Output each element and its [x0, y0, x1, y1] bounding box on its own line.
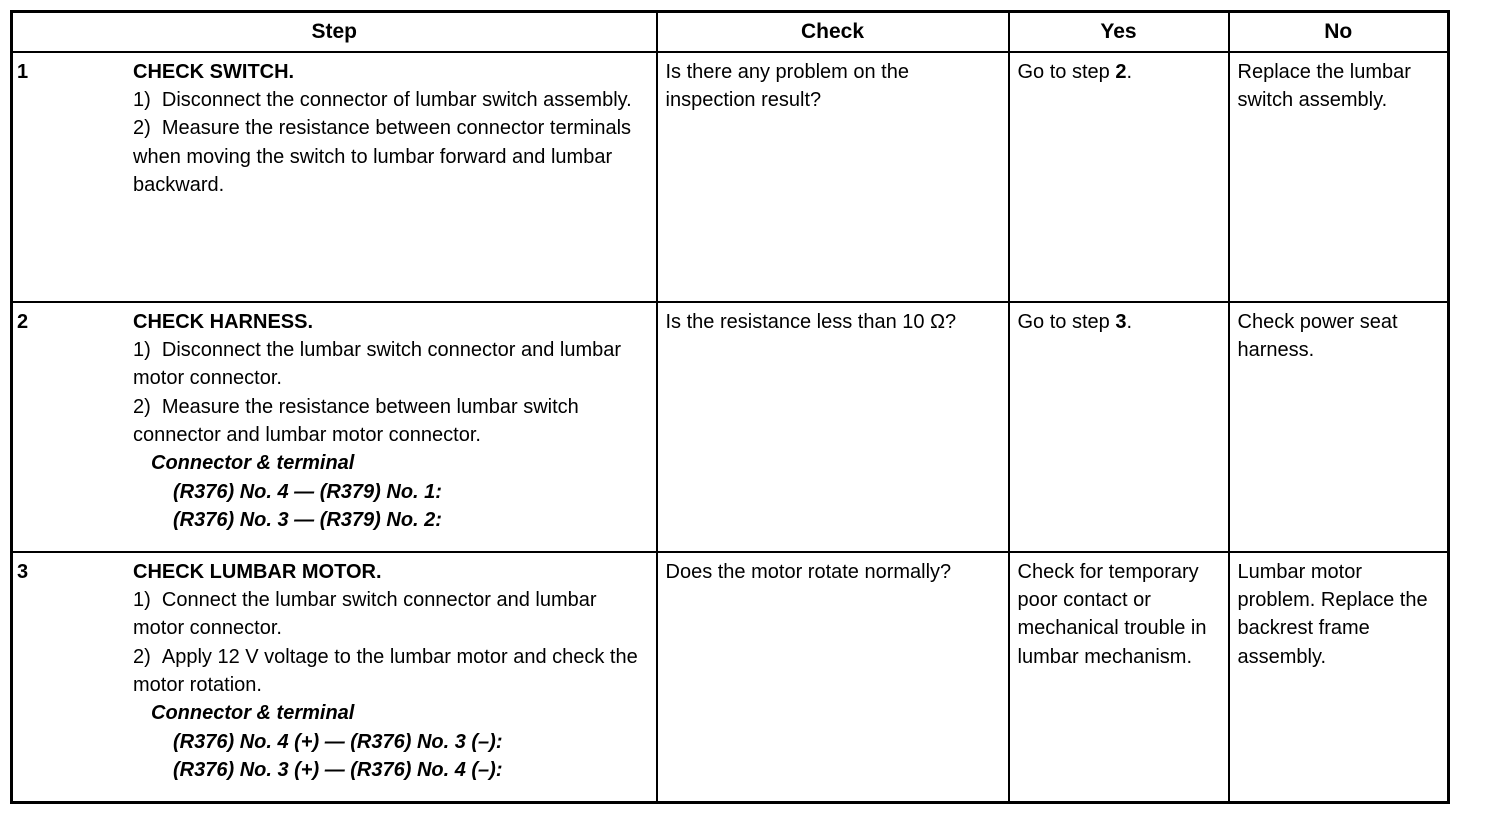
step-number: 2	[17, 310, 29, 333]
step-instruction: 1) Disconnect the lumbar switch connector and lumbar motor connector.	[133, 338, 622, 390]
connector-terminal-line: (R376) No. 3 — (R379) No. 2:	[173, 509, 442, 532]
connector-terminal-line: (R376) No. 4 (+) — (R376) No. 3 (–):	[173, 730, 503, 753]
step-instruction: 2) Apply 12 V voltage to the lumbar motor and check the motor rotation.	[133, 645, 638, 697]
no-cell: Check power seat harness.	[1229, 302, 1449, 552]
step-cell	[12, 302, 657, 552]
no-cell: Lumbar motor problem. Replace the backrest frame assembly.	[1229, 552, 1449, 803]
yes-text: Go to step	[1017, 310, 1116, 333]
yes-cell	[1009, 302, 1229, 552]
step-instruction: 1) Disconnect the connector of lumbar switch assembly.	[133, 88, 632, 111]
connector-terminal-heading: Connector & terminal	[151, 452, 355, 475]
header-check: Check	[657, 12, 1009, 52]
yes-step-ref: 3	[1115, 310, 1127, 333]
step-instruction: 2) Measure the resistance between lumbar switch connector and lumbar motor connector.	[133, 395, 579, 447]
header-step: Step	[12, 12, 657, 52]
yes-text-suffix: .	[1126, 310, 1133, 333]
table-header-row	[12, 12, 1449, 52]
yes-cell	[1009, 52, 1229, 302]
step-cell	[12, 52, 657, 302]
connector-terminal-line: (R376) No. 3 (+) — (R376) No. 4 (–):	[173, 759, 503, 782]
step-instruction: 2) Measure the resistance between connector terminals when moving the switch to lumbar forward and lumbar backward.	[133, 117, 632, 197]
step-title: CHECK LUMBAR MOTOR.	[133, 560, 382, 583]
step-number: 1	[17, 60, 29, 83]
step-number: 3	[17, 560, 29, 583]
table-row	[12, 552, 1449, 803]
table-row	[12, 302, 1449, 552]
troubleshooting-table	[10, 10, 1450, 804]
check-cell: Is the resistance less than 10 Ω?	[657, 302, 1009, 552]
yes-cell	[1009, 552, 1229, 803]
header-yes: Yes	[1009, 12, 1229, 52]
yes-step-ref: 2	[1115, 60, 1127, 83]
no-cell: Replace the lumbar switch assembly.	[1229, 52, 1449, 302]
header-no: No	[1229, 12, 1449, 52]
yes-text: Check for temporary poor contact or mechanical trouble in lumbar mechanism.	[1017, 560, 1207, 668]
connector-terminal-line: (R376) No. 4 — (R379) No. 1:	[173, 480, 442, 503]
check-cell: Is there any problem on the inspection result?	[657, 52, 1009, 302]
step-instruction: 1) Connect the lumbar switch connector and lumbar motor connector.	[133, 588, 597, 640]
table-row	[12, 52, 1449, 302]
service-manual-page	[10, 10, 1450, 804]
step-title: CHECK SWITCH.	[133, 60, 295, 83]
yes-text: Go to step	[1017, 60, 1116, 83]
yes-text-suffix: .	[1126, 60, 1133, 83]
step-title: CHECK HARNESS.	[133, 310, 314, 333]
connector-terminal-heading: Connector & terminal	[151, 702, 355, 725]
check-cell: Does the motor rotate normally?	[657, 552, 1009, 803]
step-cell	[12, 552, 657, 803]
